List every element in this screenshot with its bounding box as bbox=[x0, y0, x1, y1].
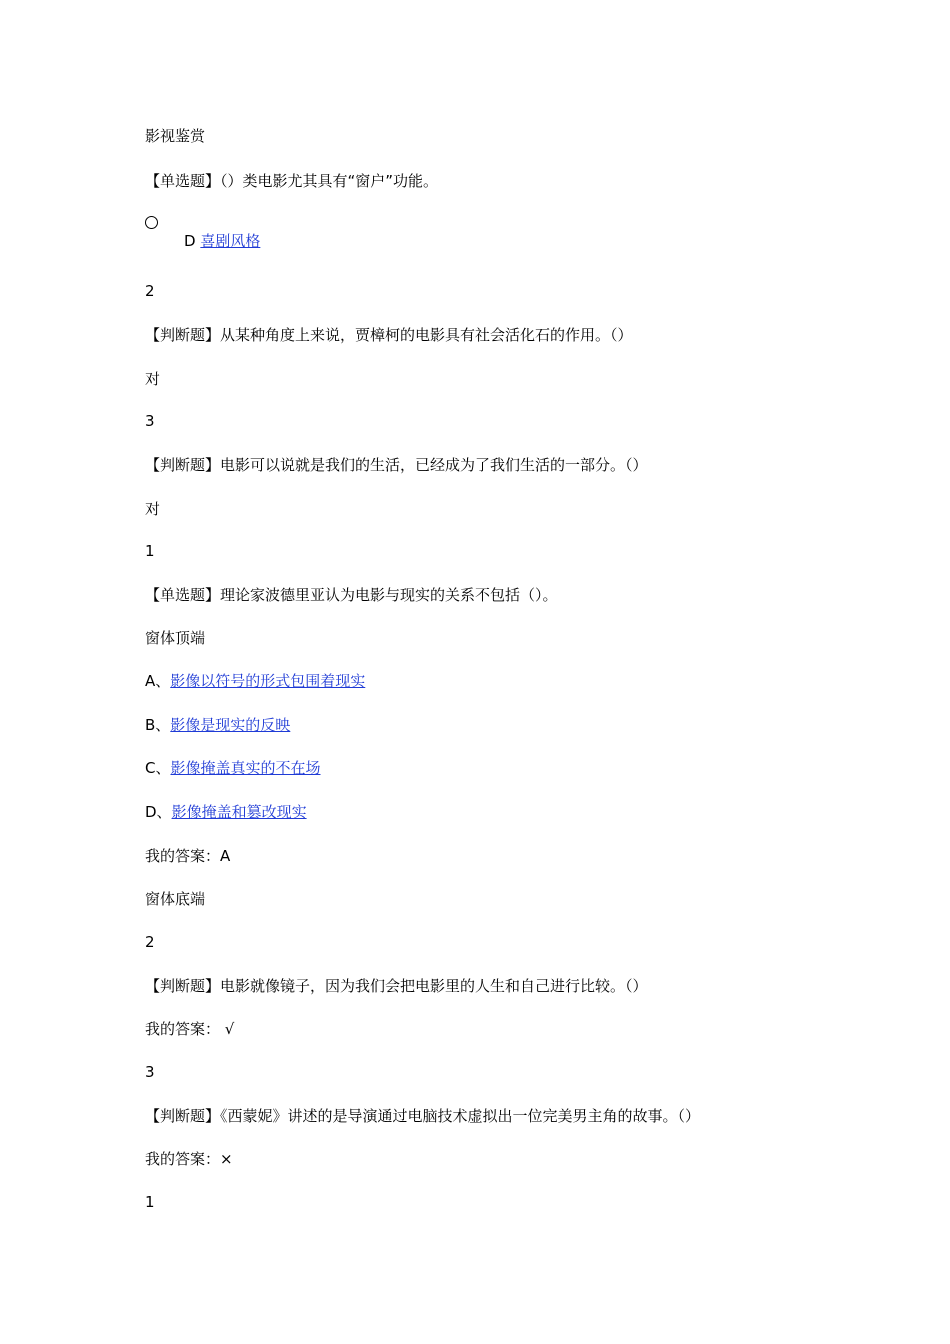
option-letter: B、 bbox=[145, 716, 171, 734]
question-number: 1 bbox=[145, 542, 155, 560]
question-number: 3 bbox=[145, 412, 155, 430]
question-number: 3 bbox=[145, 1063, 155, 1081]
question-4-option-b[interactable] bbox=[145, 715, 290, 735]
question-2-answer: 对 bbox=[145, 370, 161, 388]
form-top-label: 窗体顶端 bbox=[145, 629, 206, 647]
option-link[interactable]: 影像掩盖和篡改现实 bbox=[171, 803, 307, 821]
question-2-text: 【判断题】从某种角度上来说，贾樟柯的电影具有社会活化石的作用。（） bbox=[145, 326, 633, 344]
question-4-option-c[interactable] bbox=[145, 758, 321, 778]
question-6-my-answer: 我的答案：× bbox=[145, 1150, 233, 1168]
option-link[interactable]: 影像掩盖真实的不在场 bbox=[170, 759, 321, 777]
question-number: 1 bbox=[145, 1193, 155, 1211]
option-letter: A、 bbox=[145, 672, 171, 690]
question-5-text: 【判断题】电影就像镜子，因为我们会把电影里的人生和自己进行比较。（） bbox=[145, 977, 648, 995]
question-4-option-a[interactable] bbox=[145, 671, 365, 691]
question-3-answer: 对 bbox=[145, 500, 161, 518]
option-letter: C、 bbox=[145, 759, 171, 777]
option-letter: D bbox=[184, 232, 196, 250]
question-5-my-answer: 我的答案： √ bbox=[145, 1020, 235, 1038]
option-link[interactable]: 影像是现实的反映 bbox=[170, 716, 291, 734]
question-6-text: 【判断题】《西蒙妮》讲述的是导演通过电脑技术虚拟出一位完美男主角的故事。（） bbox=[145, 1107, 701, 1125]
form-bottom-label: 窗体底端 bbox=[145, 890, 206, 908]
option-letter: D、 bbox=[145, 803, 172, 821]
radio-button[interactable] bbox=[145, 216, 158, 229]
question-1-text: 【单选题】（）类电影尤其具有“窗户”功能。 bbox=[145, 172, 439, 190]
question-number: 2 bbox=[145, 282, 155, 300]
question-4-option-d[interactable] bbox=[145, 802, 307, 822]
question-3-text: 【判断题】电影可以说就是我们的生活，已经成为了我们生活的一部分。（） bbox=[145, 456, 648, 474]
question-1-option-d[interactable] bbox=[184, 231, 260, 251]
question-number: 2 bbox=[145, 933, 155, 951]
question-4-text: 【单选题】理论家波德里亚认为电影与现实的关系不包括（）。 bbox=[145, 586, 558, 604]
question-4-my-answer: 我的答案：A bbox=[145, 847, 231, 865]
option-link[interactable]: 影像以符号的形式包围着现实 bbox=[170, 672, 366, 690]
option-link[interactable]: 喜剧风格 bbox=[200, 232, 261, 250]
document-title: 影视鉴赏 bbox=[145, 127, 206, 145]
